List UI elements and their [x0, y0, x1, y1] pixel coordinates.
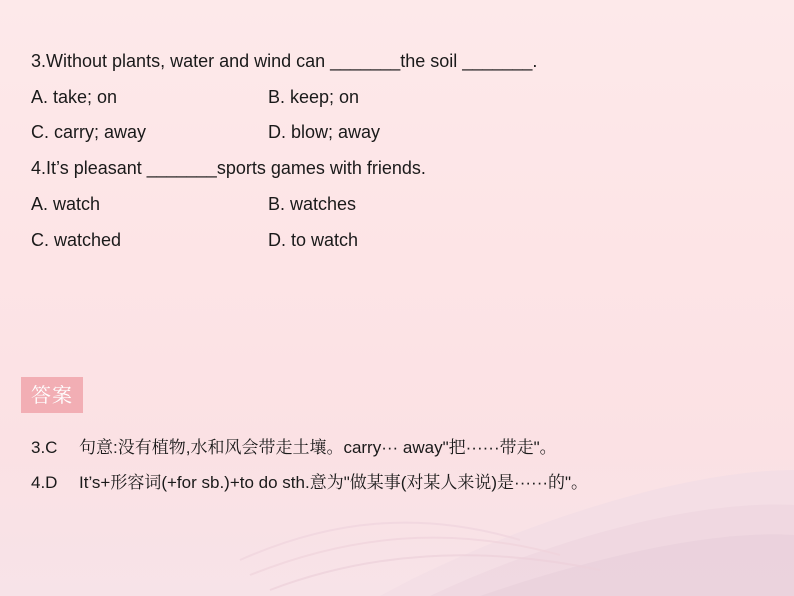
- question-4-stem: 4.It’s pleasant _______sports games with friends.: [31, 158, 426, 178]
- question-3-option-d: D. blow; away: [268, 122, 381, 142]
- answer-4-key: 4.D: [31, 473, 58, 492]
- question-3-option-b: B. keep; on: [268, 87, 360, 107]
- question-4-option-a: A. watch: [31, 194, 101, 214]
- question-3-option-a: A. take; on: [31, 87, 118, 107]
- question-4-option-c: C. watched: [31, 230, 122, 250]
- question-4-option-b: B. watches: [268, 194, 357, 214]
- question-3-option-c: C. carry; away: [31, 122, 147, 142]
- answer-3-key: 3.C: [31, 438, 58, 457]
- answer-4-explanation: It’s+形容词(+for sb.)+to do sth.意为"做某事(对某人来说)是······的"。: [79, 473, 589, 492]
- question-3-stem: 3.Without plants, water and wind can _______the soil _______.: [31, 51, 538, 71]
- question-4-option-d: D. to watch: [268, 230, 359, 250]
- answer-badge: 答案: [21, 377, 83, 413]
- answer-3-explanation: 句意:没有植物,水和风会带走土壤。carry··· away"把······带走"。: [79, 438, 557, 457]
